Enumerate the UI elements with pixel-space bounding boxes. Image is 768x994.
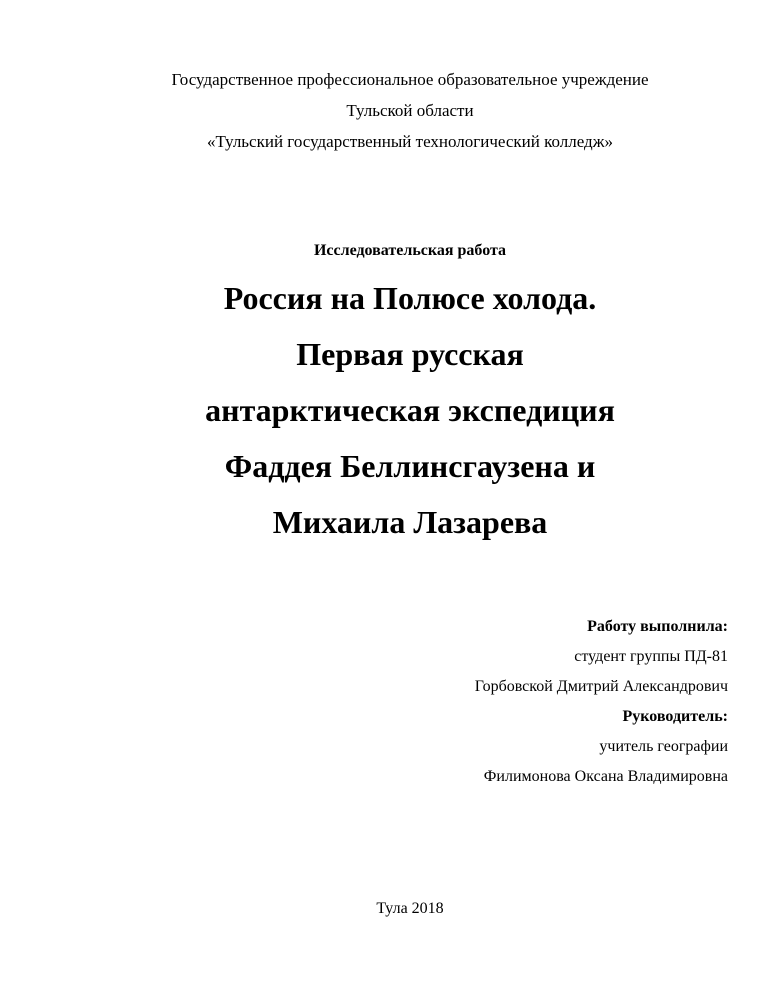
institution-line-1: Государственное профессиональное образовательное учреждение bbox=[171, 70, 649, 89]
document-title bbox=[60, 270, 760, 550]
title-line-3: антарктическая экспедиция bbox=[205, 392, 615, 428]
title-line-5: Михаила Лазарева bbox=[272, 504, 548, 540]
supervisor-position: учитель географии bbox=[599, 738, 728, 755]
title-line-4: Фаддея Беллинсгаузена и bbox=[224, 448, 596, 484]
institution-line-2: Тульской области bbox=[346, 101, 474, 120]
supervisor-name: Филимонова Оксана Владимировна bbox=[483, 768, 728, 785]
credits-block bbox=[228, 612, 728, 792]
institution-line-3: «Тульский государственный технологический колледж» bbox=[207, 132, 613, 151]
supervisor-label: Руководитель: bbox=[622, 708, 728, 725]
institution-header bbox=[60, 64, 760, 157]
author-label: Работу выполнила: bbox=[587, 618, 728, 635]
title-line-2: Первая русская bbox=[296, 336, 524, 372]
title-line-1: Россия на Полюсе холода. bbox=[223, 280, 597, 316]
author-position: студент группы ПД-81 bbox=[574, 648, 728, 665]
city-year: Тула 2018 bbox=[376, 900, 444, 917]
work-type-label: Исследовательская работа bbox=[313, 242, 507, 259]
author-name: Горбовской Дмитрий Александрович bbox=[474, 678, 728, 695]
